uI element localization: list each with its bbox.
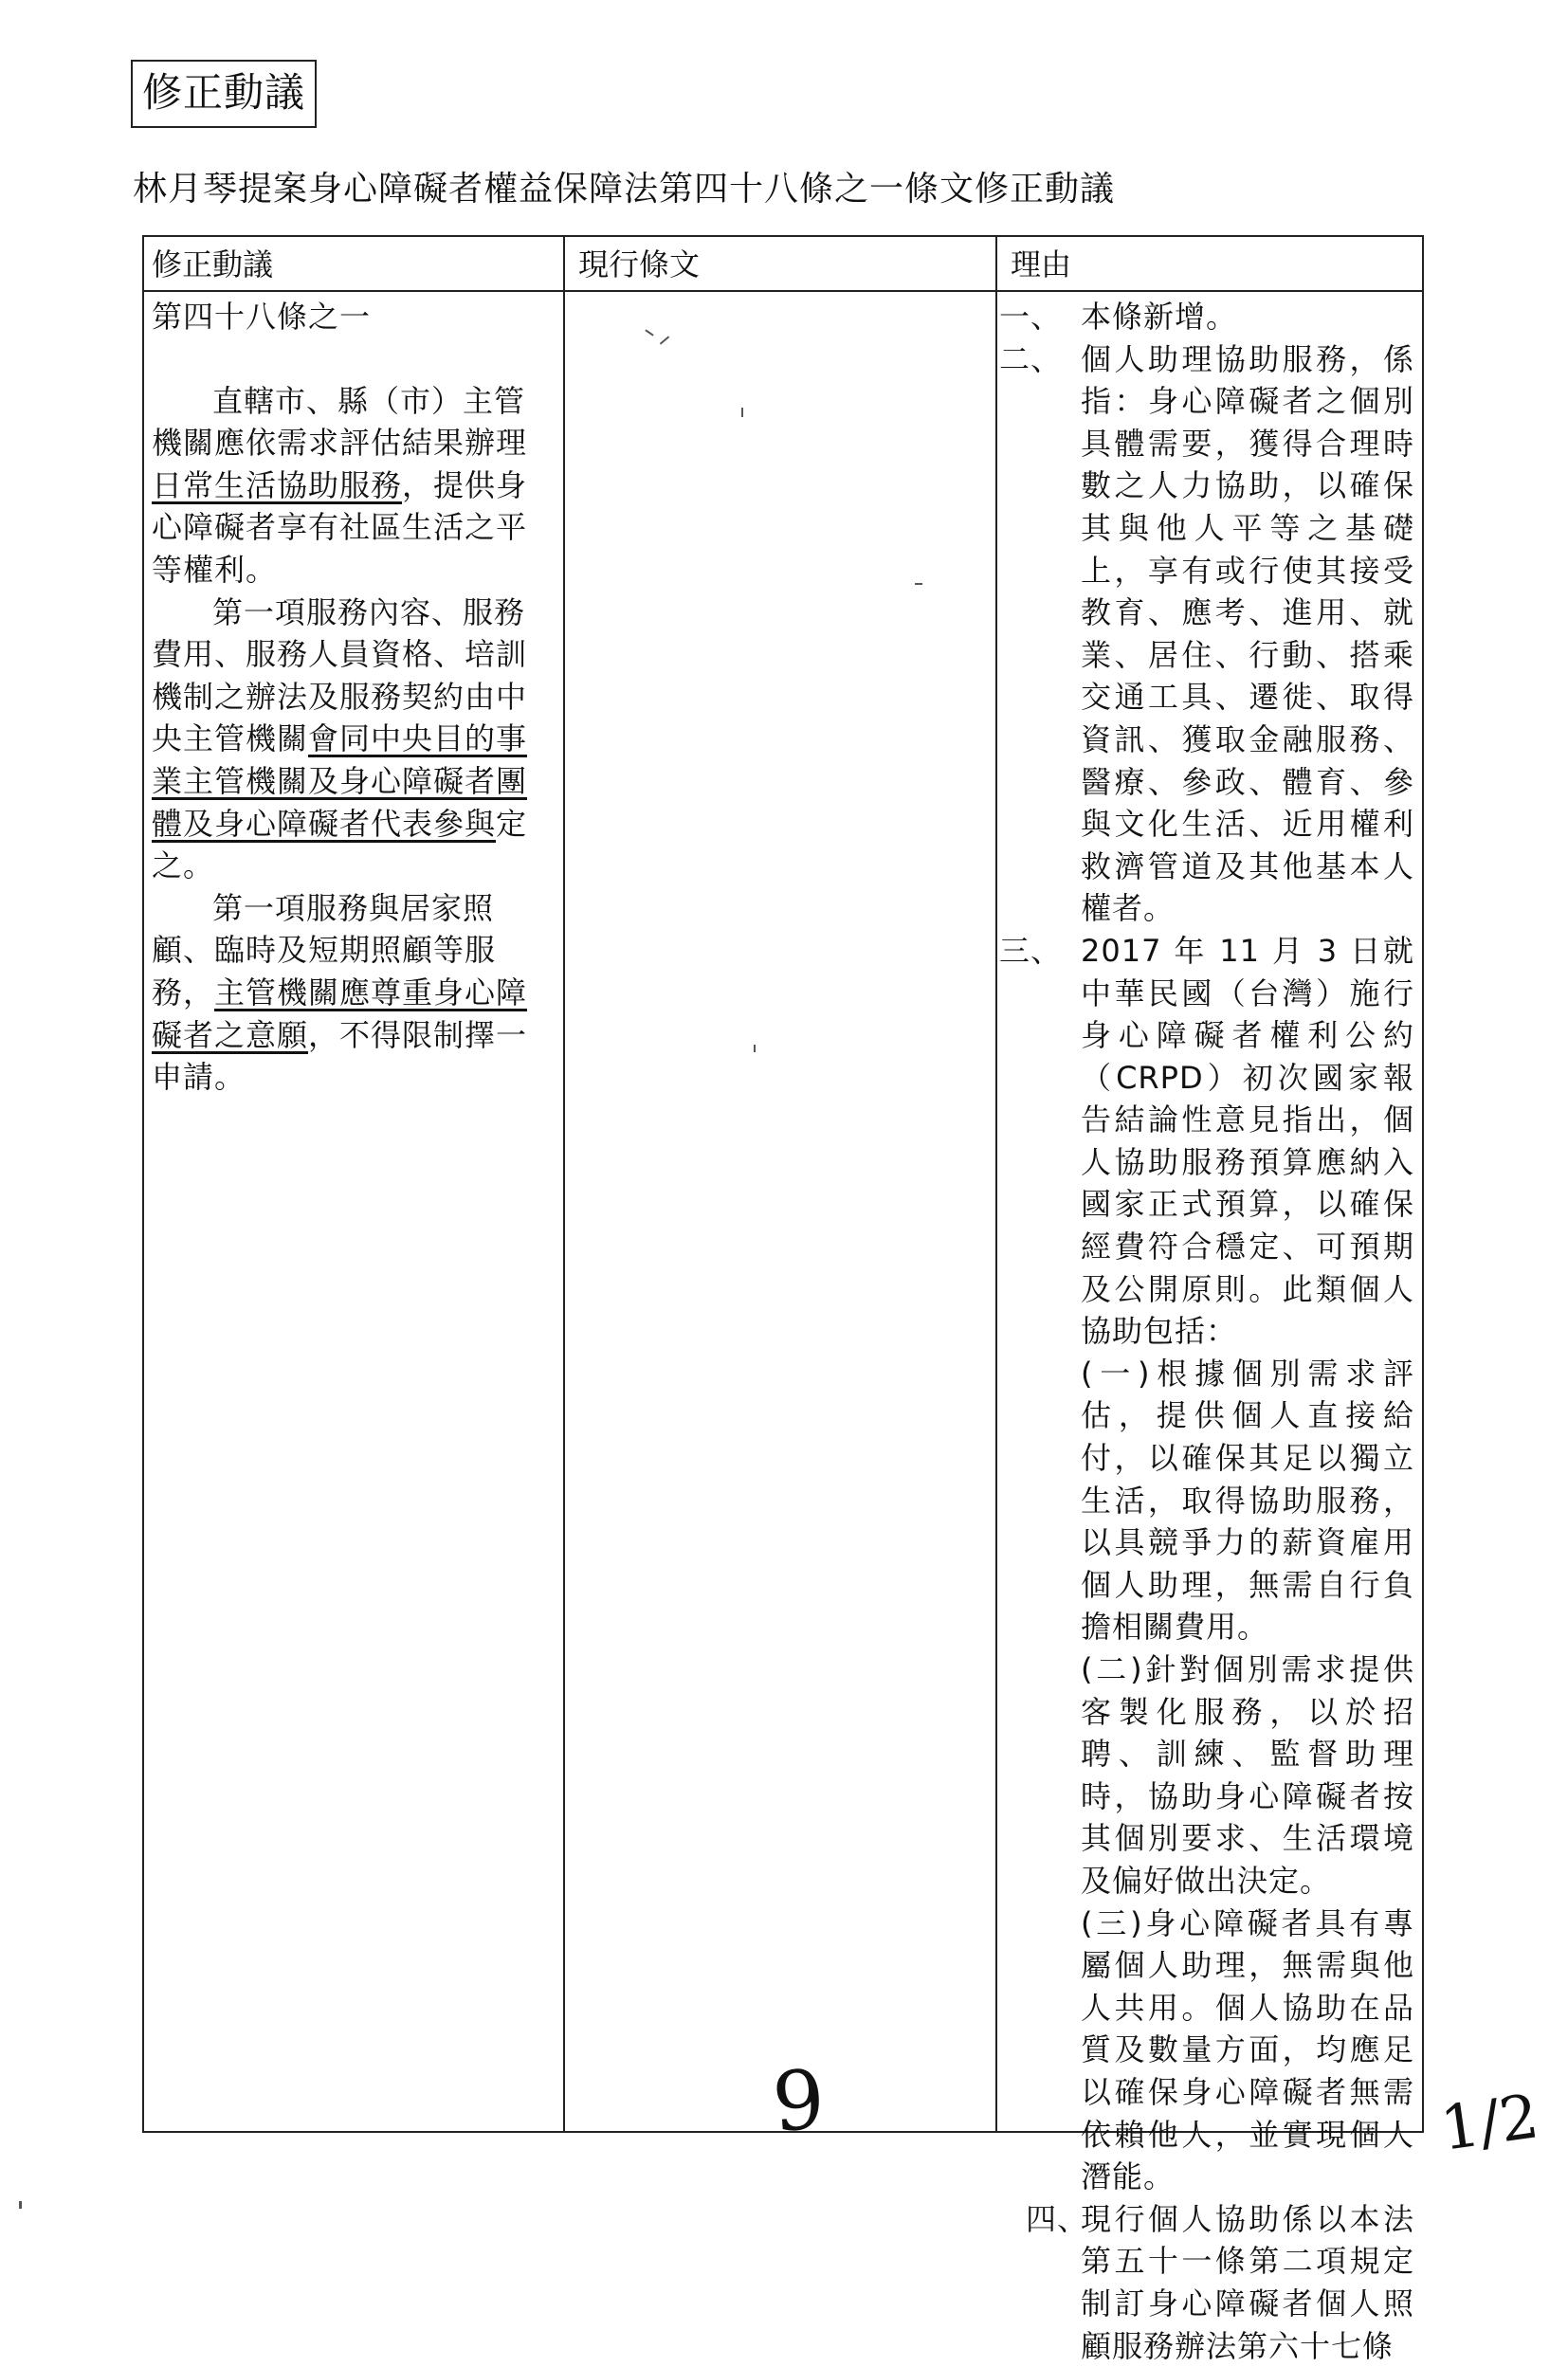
column-divider [563,237,565,2131]
underlined-amendment: 日常生活協助服務 [152,466,403,503]
header-amendment: 修正動議 [152,246,274,282]
reason-subitem-1: (一)根據個別需求評估，提供個人直接給付，以確保其足以獨立生活，取得協助服務，以具競爭力的薪資雇用個人助理，無需自行負擔相關費用。 [1081,1355,1414,1646]
reason-item-1: 一、 本條新增。 [999,299,1238,335]
reason-subitem-2: (二)針對個別需求提供客製化服務，以於招聘、訓練、監督助理時，協助身心障礙者按其個別要求、生活環境及偏好做出決定。 [1081,1651,1414,1899]
scan-speck [19,2201,22,2209]
amendment-cell [152,296,550,1099]
handwritten-page-number: 9 [769,2052,829,2151]
underlined-amendment: 主管機關應尊重身心障礙者之意願 [152,974,528,1053]
amendment-motion-label: 修正動議 [131,60,317,128]
reason-item-2: 二、 個人助理協助服務，係指：身心障礙者之個別具體需要，獲得合理時數之人力協助，以確保其與他人平等之基礎上，享有或行使其接受教育、應考、進用、就業、居住、行動、搭乘交通工具、遷徙、取得資訊、獲取金融服務、醫療、參政、體育、參與文化生活、近用權利救濟管道及其他基本人權者。 [999,340,1414,927]
column-divider [995,237,997,2131]
scan-speck [741,408,743,417]
reason-item-3: 三、 2017 年 11 月 3 日就中華民國（台灣）施行身心障礙者權利公約（CRPD）初次國家報告結論性意見指出，個人協助服務預算應納入國家正式預算，以確保經費符合穩定、可預期及公開原則。此類個人協助包括： [999,932,1414,1350]
document-title: 林月琴提案身心障礙者權益保障法第四十八條之一條文修正動議 [133,170,1116,209]
underlined-amendment: 會同中央目的事業主管機關及身心障礙者團體及身心障礙者代表參與 [152,720,528,842]
amendment-paragraph-2: 第一項服務內容、服務費用、服務人員資格、培訓機制之辦法及服務契約由中央主管機關會同中央目的事業主管機關及身心障礙者團體及身心障礙者代表參與定之。 [152,593,528,884]
reason-cell [999,296,1414,2367]
handwritten-fraction: 1/2 [1436,2082,1543,2165]
reason-subitem-3: (三)身心障礙者具有專屬個人助理，無需與他人共用。個人協助在品質及數量方面，均應足以確保身心障礙者無需依賴他人，並實現個人潛能。 [1081,1904,1414,2195]
scan-speck [754,1045,756,1052]
amendment-paragraph-3: 第一項服務與居家照顧、臨時及短期照顧等服務，主管機關應尊重身心障礙者之意願，不得限制擇一申請。 [152,889,528,1096]
article-number: 第四十八條之一 [152,299,372,335]
amendment-paragraph-1: 直轄市、縣（市）主管機關應依需求評估結果辦理日常生活協助服務，提供身心障礙者享有社區生活之平等權利。 [152,382,528,588]
header-divider [144,290,1422,292]
reason-item-4: 四、 現行個人協助係以本法第五十一條第二項規定制訂身心障礙者個人照顧服務辦法第六十七條 [1026,2200,1414,2364]
scan-speck [915,583,922,585]
comparison-table [142,235,1424,2364]
header-reason: 理由 [1011,246,1072,282]
header-current-article: 現行條文 [578,246,701,282]
